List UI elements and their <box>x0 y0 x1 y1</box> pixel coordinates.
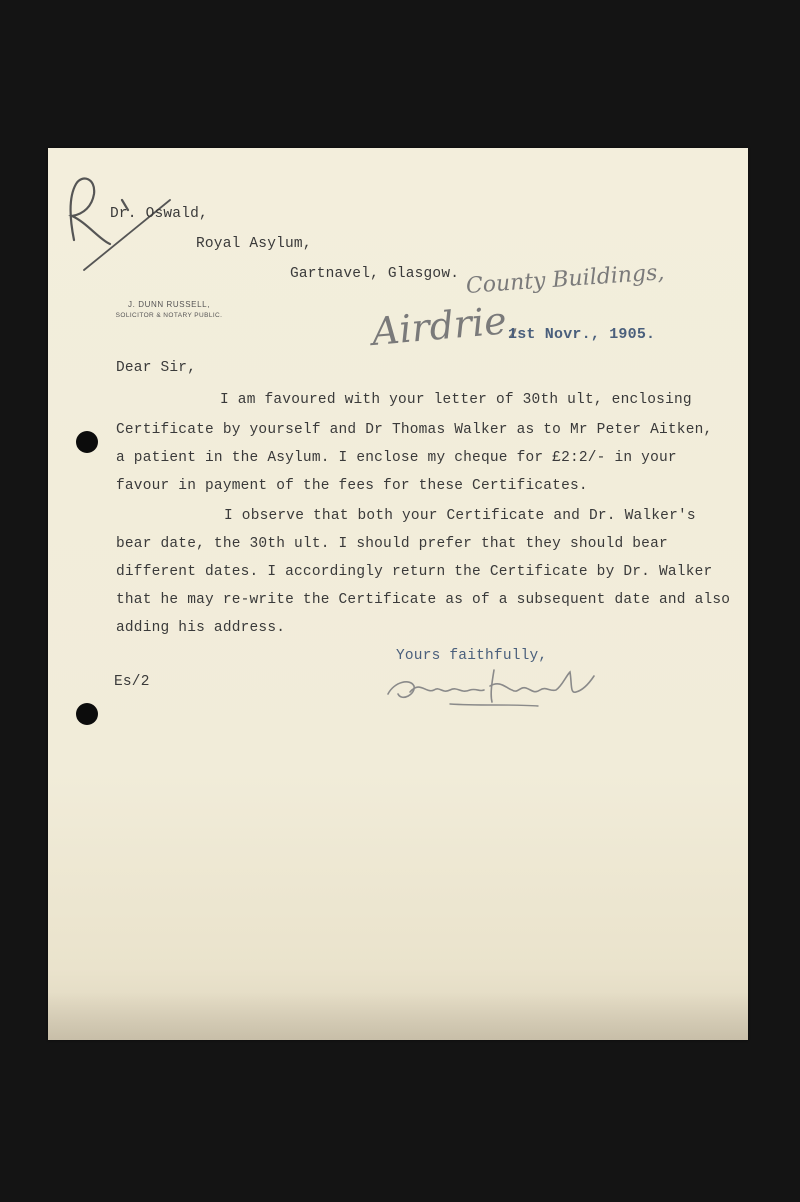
recipient-line-2: Royal Asylum, <box>196 236 312 252</box>
letterhead-title: SOLICITOR & NOTARY PUBLIC. <box>115 312 223 319</box>
body-line-5: I observe that both your Certificate and Dr. Walker's <box>224 508 696 524</box>
punch-hole-upper <box>76 431 98 453</box>
reference-code: Es/2 <box>114 674 150 690</box>
salutation: Dear Sir, <box>116 360 197 376</box>
letterhead-address: County Buildings, <box>465 260 666 299</box>
letterhead-name: J. DUNN RUSSELL, <box>127 300 211 309</box>
body-line-6: bear date, the 30th ult. I should prefer that they should bear <box>116 536 668 552</box>
body-line-7: different dates. I accordingly return the Certificate by Dr. Walker <box>116 564 713 580</box>
body-line-2: Certificate by yourself and Dr Thomas Walker as to Mr Peter Aitken, <box>116 422 713 438</box>
body-line-9: adding his address. <box>116 620 286 636</box>
recipient-line-3: Gartnavel, Glasgow. <box>290 266 460 282</box>
body-line-4: favour in payment of the fees for these Certificates. <box>116 478 588 494</box>
letterhead-town: Airdrie, <box>370 297 521 354</box>
punch-hole-lower <box>76 703 98 725</box>
recipient-line-1: Dr. Oswald, <box>110 206 208 222</box>
body-line-1: I am favoured with your letter of 30th ult, enclosing <box>220 392 692 408</box>
sheet-bottom-shading <box>48 992 748 1040</box>
letter-date: 1st Novr., 1905. <box>508 326 656 343</box>
closing: Yours faithfully, <box>396 648 548 664</box>
body-line-8: that he may re-write the Certificate as of a subsequent date and also <box>116 592 731 608</box>
body-line-3: a patient in the Asylum. I enclose my cheque for £2:2/- in your <box>116 450 677 466</box>
handwritten-signature <box>380 664 610 714</box>
pencil-annotation-mark <box>62 170 182 280</box>
letter-sheet <box>48 148 748 1040</box>
